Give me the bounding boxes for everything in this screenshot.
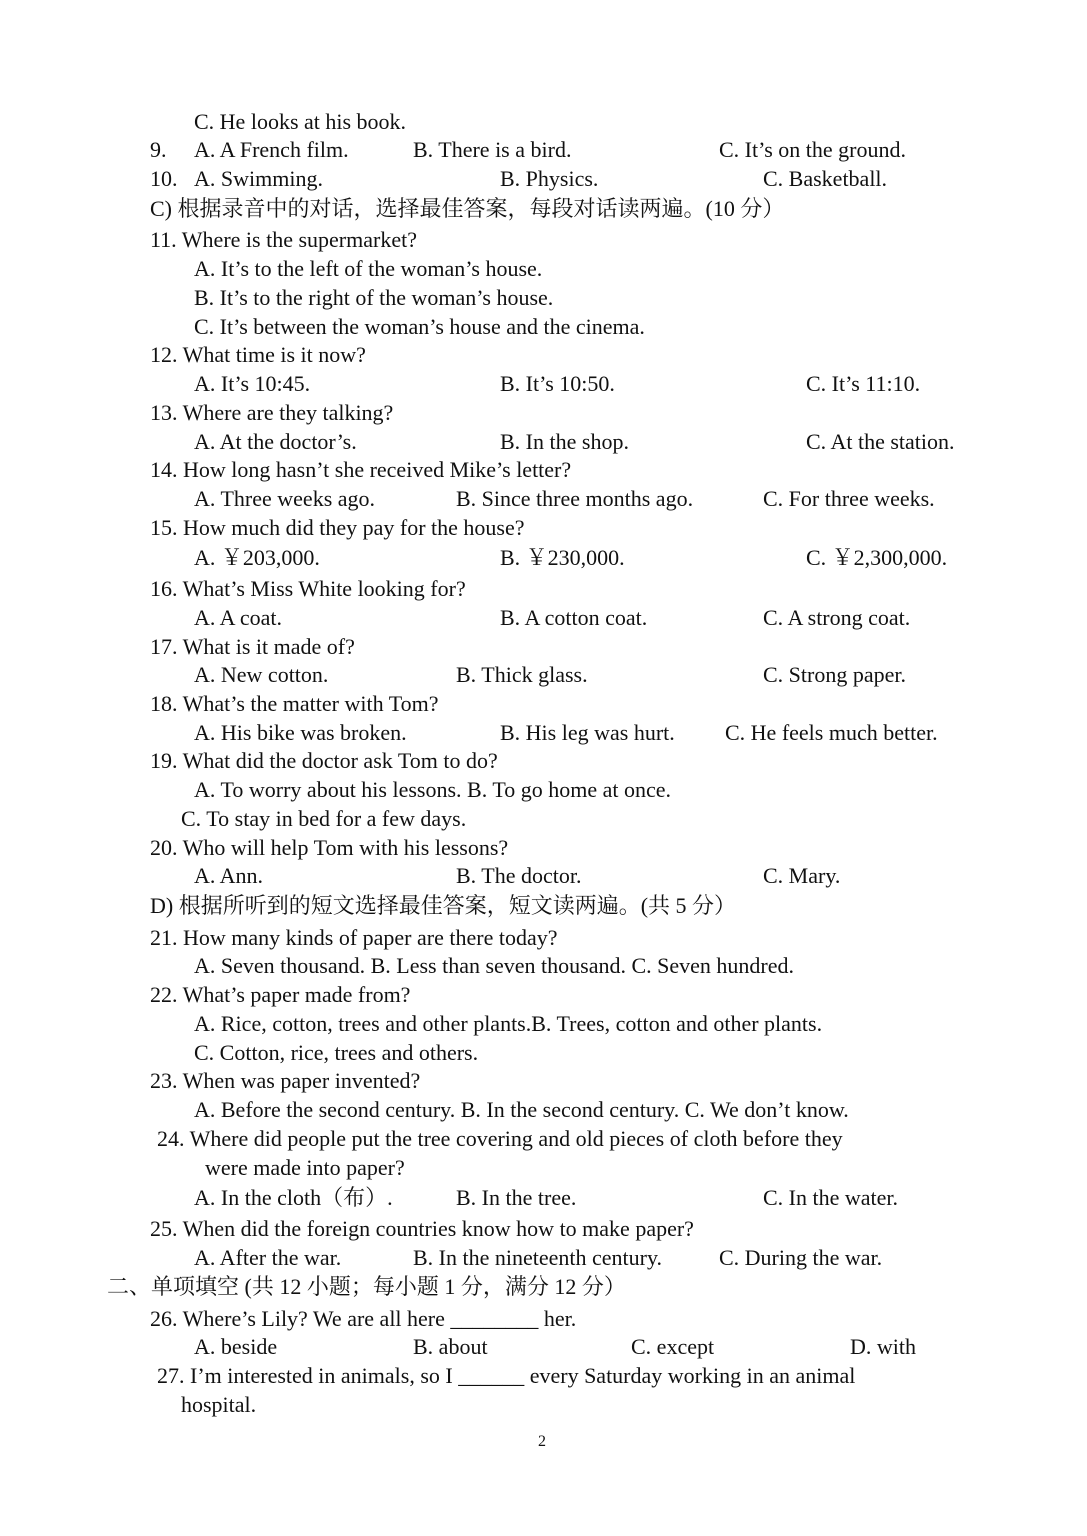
q24-option-b: B. In the tree. [456,1185,577,1210]
q14-option-c: C. For three weeks. [763,486,935,511]
q17-option-b: B. Thick glass. [456,662,588,687]
section-c-heading: C) 根据录音中的对话，选择最佳答案，每段对话读两遍。(10 分） [150,196,785,221]
q13-question: 13. Where are they talking? [150,400,394,425]
q16-option-b: B. A cotton coat. [500,605,648,630]
q16-option-a: A. A coat. [194,605,282,630]
q22-option-c: C. Cotton, rice, trees and others. [194,1040,479,1065]
q12-option-c: C. It’s 11:10. [806,371,921,396]
q27-question-cont: hospital. [181,1392,257,1417]
q15-option-c: C. ￥2,300,000. [806,545,948,570]
q10-option-c: C. Basketball. [763,166,888,191]
q24-question-cont: were made into paper? [205,1155,405,1180]
q18-option-a: A. His bike was broken. [194,720,407,745]
q11-option-b: B. It’s to the right of the woman’s house. [194,285,554,310]
q26-option-b: B. about [413,1334,488,1359]
q11-option-a: A. It’s to the left of the woman’s house. [194,256,543,281]
q25-question: 25. When did the foreign countries know how to make paper? [150,1216,694,1241]
q15-question: 15. How much did they pay for the house? [150,515,525,540]
q19-question: 19. What did the doctor ask Tom to do? [150,748,498,773]
q13-option-c: C. At the station. [806,429,955,454]
q25-option-c: C. During the war. [719,1245,883,1270]
q10-option-a: A. Swimming. [194,166,323,191]
q25-option-b: B. In the nineteenth century. [413,1245,663,1270]
q22-question: 22. What’s paper made from? [150,982,411,1007]
q18-question: 18. What’s the matter with Tom? [150,691,439,716]
q16-option-c: C. A strong coat. [763,605,911,630]
q21-question: 21. How many kinds of paper are there today? [150,925,558,950]
q13-option-b: B. In the shop. [500,429,629,454]
q12-option-a: A. It’s 10:45. [194,371,311,396]
q11-option-c: C. It’s between the woman’s house and the cinema. [194,314,645,339]
part-two-heading: 二、单项填空 (共 12 小题；每小题 1 分，满分 12 分） [107,1274,626,1299]
q27-question: 27. I’m interested in animals, so I ______ every Saturday working in an animal [157,1363,856,1388]
q18-option-b: B. His leg was hurt. [500,720,675,745]
q23-question: 23. When was paper invented? [150,1068,421,1093]
q21-options: A. Seven thousand. B. Less than seven thousand. C. Seven hundred. [194,953,795,978]
q14-question: 14. How long hasn’t she received Mike’s letter? [150,457,572,482]
page-number: 2 [538,1433,546,1450]
q23-options: A. Before the second century. B. In the second century. C. We don’t know. [194,1097,849,1122]
q17-question: 17. What is it made of? [150,634,355,659]
q22-options-ab: A. Rice, cotton, trees and other plants.B. Trees, cotton and other plants. [194,1011,823,1036]
q15-option-b: B. ￥230,000. [500,545,625,570]
q20-option-c: C. Mary. [763,863,841,888]
q9-option-c: C. It’s on the ground. [719,137,906,162]
q20-option-b: B. The doctor. [456,863,582,888]
q24-option-a: A. In the cloth（布）. [194,1185,393,1210]
q20-question: 20. Who will help Tom with his lessons? [150,835,509,860]
q10-option-b: B. Physics. [500,166,599,191]
q25-option-a: A. After the war. [194,1245,342,1270]
q19-option-c: C. To stay in bed for a few days. [181,806,467,831]
q13-option-a: A. At the doctor’s. [194,429,357,454]
q26-option-c: C. except [631,1334,715,1359]
q9-option-a: A. A French film. [194,137,349,162]
q16-question: 16. What’s Miss White looking for? [150,576,466,601]
q17-option-c: C. Strong paper. [763,662,906,687]
q24-option-c: C. In the water. [763,1185,899,1210]
q26-option-d: D. with [850,1334,916,1359]
q24-question: 24. Where did people put the tree covering and old pieces of cloth before they [157,1126,843,1151]
q14-option-a: A. Three weeks ago. [194,486,376,511]
q9-option-b: B. There is a bird. [413,137,572,162]
q19-options-ab: A. To worry about his lessons. B. To go home at once. [194,777,672,802]
q15-option-a: A. ￥203,000. [194,545,320,570]
q12-question: 12. What time is it now? [150,342,366,367]
q9-number: 9. [150,137,167,162]
section-d-heading: D) 根据所听到的短文选择最佳答案，短文读两遍。(共 5 分） [150,893,737,918]
q10-number: 10. [150,166,178,191]
q14-option-b: B. Since three months ago. [456,486,694,511]
q26-option-a: A. beside [194,1334,278,1359]
q12-option-b: B. It’s 10:50. [500,371,615,396]
q17-option-a: A. New cotton. [194,662,329,687]
q18-option-c: C. He feels much better. [725,720,938,745]
q20-option-a: A. Ann. [194,863,264,888]
q11-question: 11. Where is the supermarket? [150,227,417,252]
q26-question: 26. Where’s Lily? We are all here ________ her. [150,1306,577,1331]
q8-option-c: C. He looks at his book. [194,109,407,134]
